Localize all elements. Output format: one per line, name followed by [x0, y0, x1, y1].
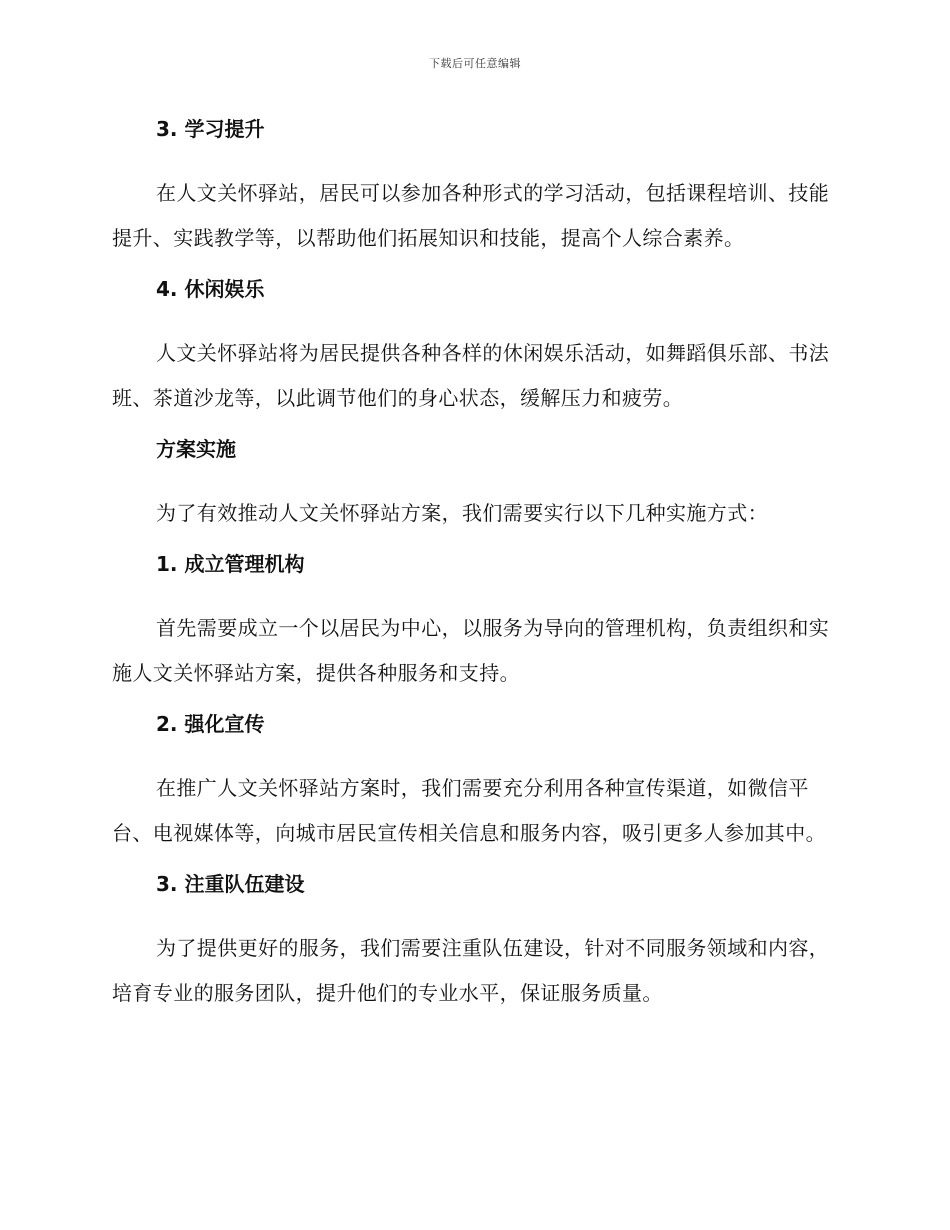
section-heading-implementation: 方案实施: [156, 437, 236, 461]
section-heading-leisure: 4. 休闲娱乐: [156, 277, 265, 301]
paragraph-management: 首先需要成立一个以居民为中心，以服务为导向的管理机构，负责组织和实施人文关怀驿站方案，提供各种服务和支持。: [112, 616, 830, 685]
section-heading-learning: 3. 学习提升: [156, 117, 265, 141]
section-heading-team: 3. 注重队伍建设: [156, 872, 305, 896]
section-heading-management: 1. 成立管理机构: [156, 552, 305, 576]
paragraph-team: 为了提供更好的服务，我们需要注重队伍建设，针对不同服务领域和内容，培育专业的服务团队，提升他们的专业水平，保证服务质量。: [112, 936, 830, 1005]
paragraph-implementation: 为了有效推动人文关怀驿站方案，我们需要实行以下几种实施方式：: [156, 501, 768, 525]
paragraph-leisure: 人文关怀驿站将为居民提供各种各样的休闲娱乐活动，如舞蹈俱乐部、书法班、茶道沙龙等，以此调节他们的身心状态，缓解压力和疲劳。: [112, 341, 830, 410]
document-body: [112, 113, 832, 1028]
paragraph-publicity: 在推广人文关怀驿站方案时，我们需要充分利用各种宣传渠道，如微信平台、电视媒体等，向城市居民宣传相关信息和服务内容，吸引更多人参加其中。: [112, 776, 826, 845]
page-header: 下载后可任意编辑: [429, 57, 521, 70]
paragraph-learning: 在人文关怀驿站，居民可以参加各种形式的学习活动，包括课程培训、技能提升、实践教学等，以帮助他们拓展知识和技能，提高个人综合素养。: [112, 181, 830, 250]
section-heading-publicity: 2. 强化宣传: [156, 712, 265, 736]
